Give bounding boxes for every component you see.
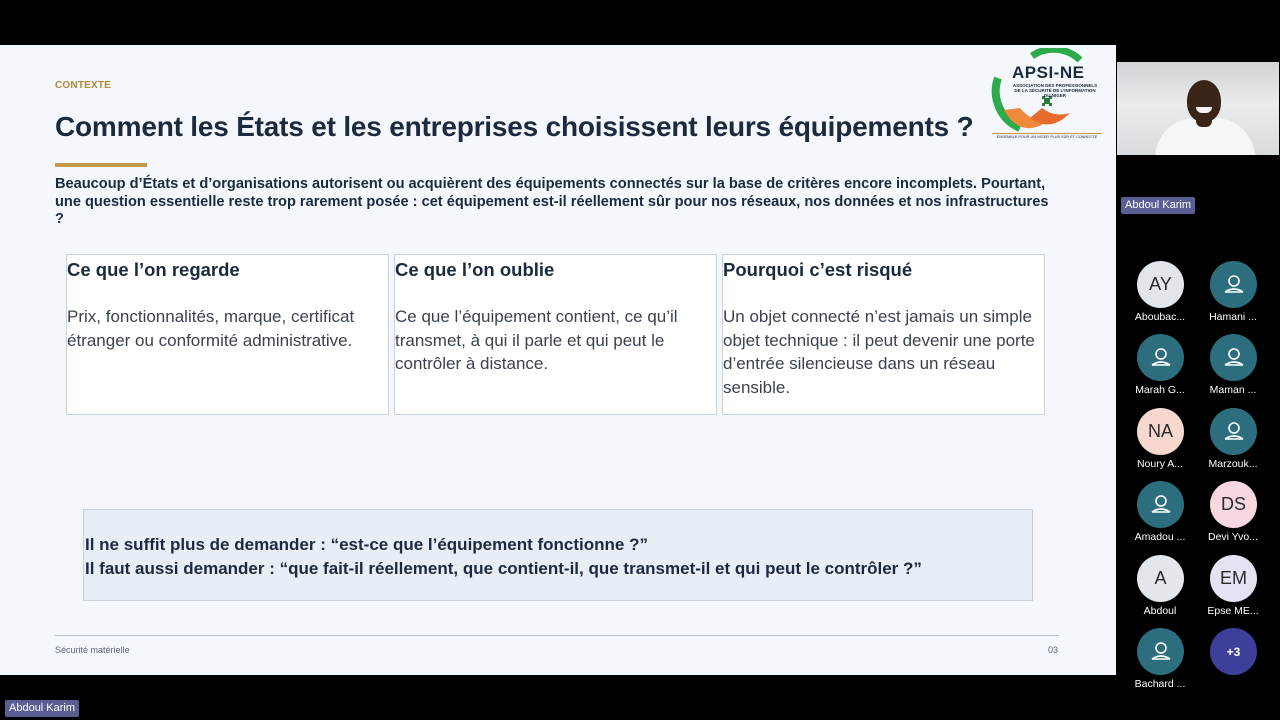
user-icon (1150, 494, 1172, 516)
participant-avatar (1137, 261, 1184, 308)
participant-avatar (1137, 408, 1184, 455)
participant-name: Marzouk... (1208, 458, 1258, 470)
user-icon (1223, 274, 1245, 296)
callout-line: Il ne suffit plus de demander : “est-ce que l’équipement fonctionne ?” (85, 535, 648, 554)
presenter-name-tag: Abdoul Karim (5, 700, 79, 717)
participant-name: Bachard ... (1134, 678, 1186, 690)
card-body: Un objet connecté n’est jamais un simple objet technique : il peut devenir une porte d’entrée silencieuse dans un réseau sensible. (723, 307, 1035, 397)
participant-name: Maman ... (1209, 384, 1257, 396)
footer-topic: Sécurité matérielle (55, 645, 130, 655)
user-icon (1150, 641, 1172, 663)
participant-avatar (1137, 628, 1184, 675)
participant-tile[interactable] (1198, 334, 1268, 404)
footer-divider (55, 635, 1059, 636)
speaker-head (1187, 80, 1221, 122)
card-heading: Pourquoi c’est risqué (723, 259, 913, 280)
logo-subtitle: ASSOCIATION DES PROFESSIONNELS DE LA SÉCURITÉ DE L’INFORMATION DU NIGER (1012, 83, 1098, 98)
participant-avatar (1210, 334, 1257, 381)
card-what-we-look-at (66, 254, 389, 415)
participant-name: Aboubac... (1134, 311, 1186, 323)
card-why-risky (722, 254, 1045, 415)
participant-avatar (1137, 334, 1184, 381)
participant-initials: EM (1220, 568, 1247, 588)
user-icon (1150, 347, 1172, 369)
participant-tile[interactable] (1198, 408, 1268, 478)
participant-name: Noury A... (1136, 458, 1184, 470)
speaker-video[interactable] (1117, 62, 1279, 155)
participant-tile[interactable] (1125, 481, 1195, 551)
participant-tile[interactable] (1198, 481, 1268, 551)
card-body: Prix, fonctionnalités, marque, certificat étranger ou conformité administrative. (67, 307, 355, 350)
participant-initials: +3 (1226, 644, 1241, 659)
participant-name: Amadou ... (1134, 531, 1186, 543)
page-number: 03 (1048, 645, 1059, 655)
participant-avatar (1210, 481, 1257, 528)
slide-title: Comment les États et les entreprises choisissent leurs équipements ? (55, 111, 974, 142)
card-body: Ce que l’équipement contient, ce qu’il transmet, à qui il parle et qui peut le contrôler à distance. (395, 307, 678, 373)
key-question-callout (83, 509, 1033, 601)
user-icon (1223, 421, 1245, 443)
callout-line: Il faut aussi demander : “que fait-il réellement, que contient-il, que transmet-il et qui peut le contrôler ?” (85, 558, 922, 578)
participant-initials: DS (1220, 494, 1246, 514)
more-participants-tile[interactable] (1198, 628, 1268, 698)
participant-avatar (1210, 555, 1257, 602)
logo-tagline: ENSEMBLE POUR UN NIGER PLUS SÛR ET CONNECTÉ (992, 133, 1102, 139)
shared-slide (0, 45, 1116, 675)
logo-name: APSI-NE (1012, 63, 1085, 82)
participant-tile[interactable] (1198, 555, 1268, 625)
card-heading: Ce que l’on regarde (67, 259, 240, 280)
participant-tile[interactable] (1125, 555, 1195, 625)
participant-initials: AY (1149, 274, 1172, 294)
participant-name: Marah G... (1135, 384, 1185, 396)
participant-initials: NA (1147, 421, 1173, 441)
participant-name: Hamani ... (1209, 311, 1257, 323)
participant-avatar (1137, 481, 1184, 528)
participant-avatar (1137, 555, 1184, 602)
speaker-name-tag: Abdoul Karim (1121, 197, 1195, 214)
participant-tile[interactable] (1125, 408, 1195, 478)
participant-name: Abdoul (1143, 605, 1177, 617)
participant-tile[interactable] (1198, 261, 1268, 331)
participant-tile[interactable] (1125, 261, 1195, 331)
section-label: CONTEXTE (55, 80, 112, 91)
card-heading: Ce que l’on oublie (395, 259, 555, 280)
participant-initials: A (1154, 568, 1167, 588)
participant-name: Epse ME... (1207, 605, 1259, 617)
title-underline (55, 163, 147, 167)
participant-tile[interactable] (1125, 628, 1195, 698)
participant-name: Devi Yvo... (1208, 531, 1258, 543)
intro-paragraph: Beaucoup d’États et d’organisations autorisent ou acquièrent des équipements connectés sur la base de critères encore incomplets. Pourtant, une question essentielle reste trop rarement posée : cet équipement est-il réellement sûr pour nos réseaux, nos données et nos infrastructures ? (55, 176, 1049, 227)
user-icon (1223, 347, 1245, 369)
participant-avatar (1210, 261, 1257, 308)
participant-tile[interactable] (1125, 334, 1195, 404)
card-what-we-forget (394, 254, 717, 415)
more-participants-badge (1210, 628, 1257, 675)
participant-avatar (1210, 408, 1257, 455)
